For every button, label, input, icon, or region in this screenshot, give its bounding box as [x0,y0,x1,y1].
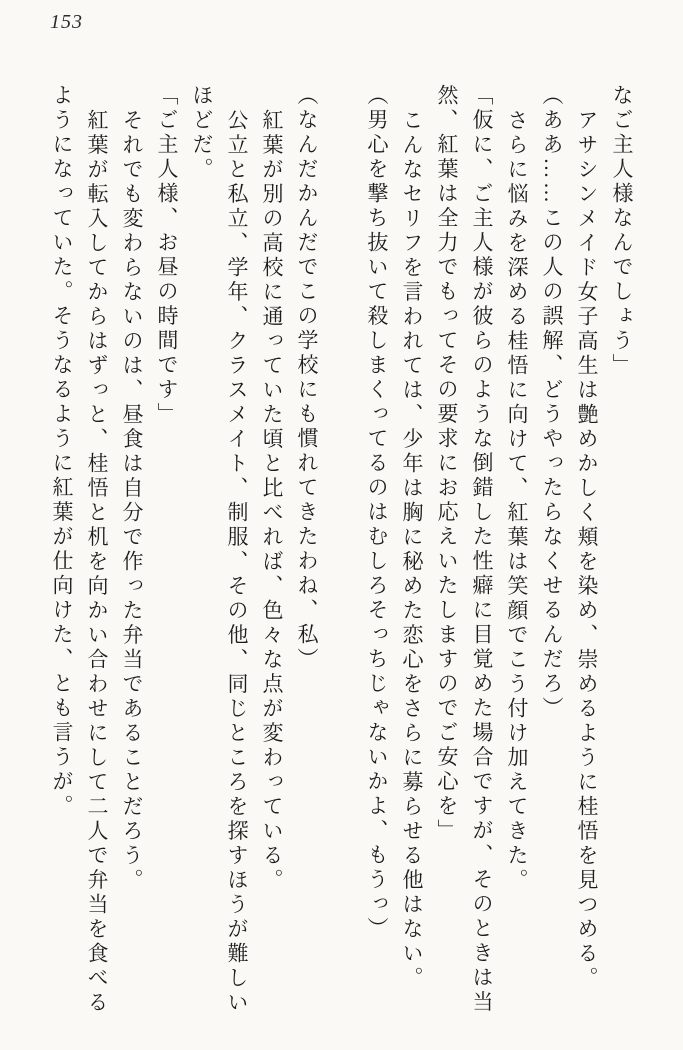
text-column: 紅葉が別の高校に通っていた頃と比べれば、色々な点が変わっている。 [260,108,284,893]
text-column: こんなセリフを言われては、少年は胸に秘めた恋心をさらに募らせる他はない。 [400,108,424,991]
text-column: ようになっていた。そうなるように紅葉が仕向けた、とも言うが。 [50,84,74,819]
scene-break-gap [324,84,359,1022]
text-column: それでも変わらないのは、昼食は自分で作った弁当であることだろう。 [120,108,144,893]
text-column: なご主人様なんでしょう」 [610,84,634,378]
text-column: 然、紅葉は全力でもってその要求にお応えいたしますのでご安心を」 [435,84,459,844]
text-column: 「ご主人様、お昼の時間です」 [155,84,179,427]
text-column: アサシンメイド女子高生は艶めかしく頬を染め、崇めるように桂悟を見つめる。 [575,108,599,991]
page-number: 153 [50,11,83,33]
text-column: 紅葉が転入してからはずっと、桂悟と机を向かい合わせにして二人で弁当を食べる [85,108,109,1015]
text-column: （ああ……この人の誤解、どうやったらなくせるんだろ） [540,84,564,721]
text-columns [44,84,639,1022]
text-column: 公立と私立、学年、クラスメイト、制服、その他、同じところを探すほうが難しい [225,108,249,1015]
text-column: ほどだ。 [190,84,214,182]
text-column: （なんだかんだでこの学校にも慣れてきたわね、私） [295,84,319,672]
text-column: さらに悩みを深める桂悟に向けて、紅葉は笑顔でこう付け加えてきた。 [505,108,529,893]
text-column: （男心を撃ち抜いて殺しまくってるのはむしろそっちじゃないかよ、もうっ） [365,84,389,942]
text-column: 「仮に、ご主人様が彼らのような倒錯した性癖に目覚めた場合ですが、そのときは当 [470,84,494,1015]
